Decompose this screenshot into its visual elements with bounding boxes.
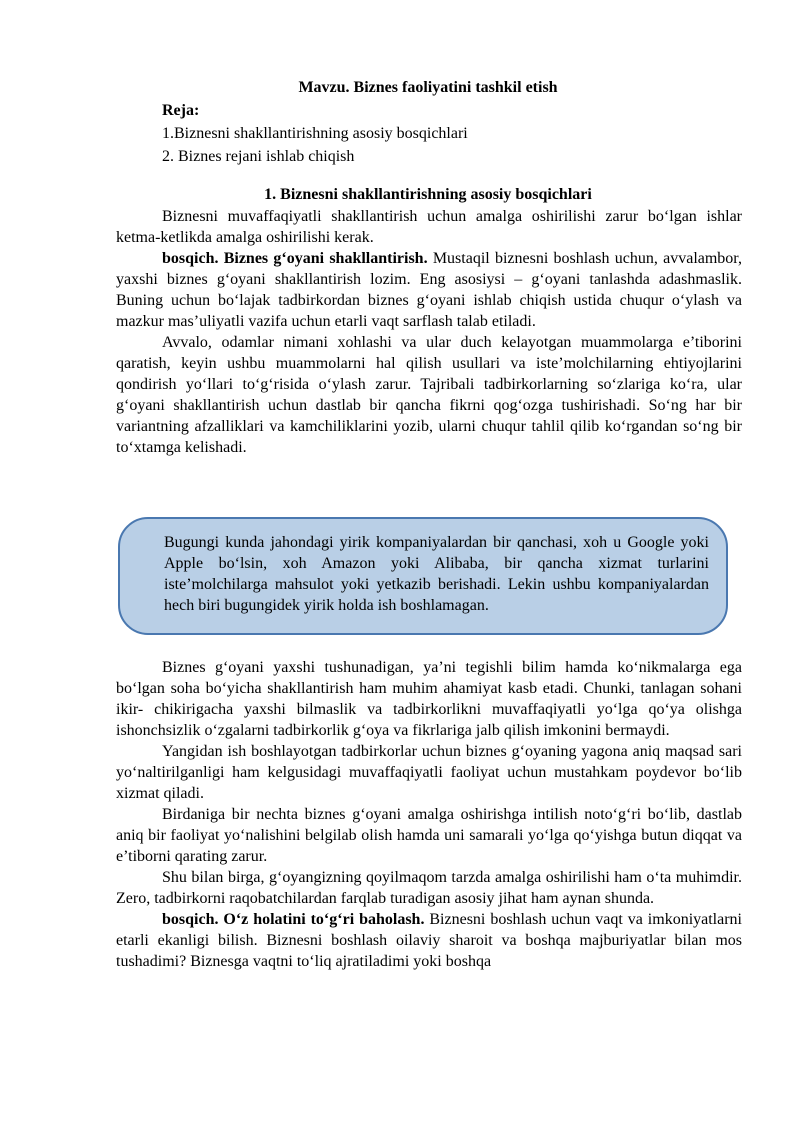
text-block-1 xyxy=(116,206,742,458)
stage-heading: bosqich. Biznes g‘oyani shakllantirish. xyxy=(162,250,428,267)
paragraph xyxy=(116,909,742,972)
document-title: Mavzu. Biznes faoliyatini tashkil etish xyxy=(298,79,558,96)
section-heading: 1. Biznesni shakllantirishning asosiy bosqichlari xyxy=(264,186,592,203)
paragraph-text: Mustaqil biznesni boshlash uchun, avvalambor, yaxshi biznes g‘oyani shakllantirish lozim. Eng asosiysi – g‘oyani tanlashda adashmaslik. Buning uchun bo‘lajak tadbirkordan biznes g‘oyani ishlab chiqish ustida chuqur o‘ylash va mazkur mas’uliyatli vazifa uchun etarli vaqt sarflash talab etiladi. xyxy=(116,250,742,330)
callout-text: Bugungi kunda jahondagi yirik kompaniyalardan bir qanchasi, xoh u Google yoki Apple bo‘lsin, xoh Amazon yoki Alibaba, bir qancha xizmat turlarini iste’molchilarga mahsulot yoki yetkazib berishadi. Lekin ushbu kompaniyalardan hech biri bugungidek yirik holda ish boshlamagan. xyxy=(164,534,709,614)
paragraph: Biznes g‘oyani yaxshi tushunadigan, ya’ni tegishli bilim hamda ko‘nikmalarga ega bo‘lgan soha bo‘yicha shakllantirish ham muhim ahamiyat kasb etadi. Chunki, tanlagan sohani ikir- chikirigacha yaxshi bilmaslik va tadbirkorlikni muvaffaqiyatli yo‘lga qo‘ya olishga ishonchsizlik o‘zgalarni tadbirkorlik g‘oya va fikrlariga jalb qilish imkonini bermaydi. xyxy=(116,659,742,739)
plan-item: 1.Biznesni shakllantirishning asosiy bosqichlari xyxy=(162,125,468,142)
paragraph: Avvalo, odamlar nimani xohlashi va ular duch kelayotgan muammolarga e’tiborini qaratish, keyin ushbu muammolarni hal qilish usullari va iste’molchilarning ehtiyojlarini qondirish yo‘llari to‘g‘risida o‘ylash zarur. Tajribali tadbirkorlarning so‘zlariga ko‘ra, ular g‘oyani shakllantirish uchun dastlab bir qancha fikrni qog‘ozga tushirishadi. So‘ng har bir variantning afzalliklari va kamchiliklarini yozib, ularni chuqur tahlil qilib ko‘rgandan so‘ng bir to‘xtamga kelishadi. xyxy=(116,334,742,456)
paragraph: Biznesni muvaffaqiyatli shakllantirish uchun amalga oshirilishi zarur bo‘lgan ishlar ketma-ketlikda amalga oshirilishi kerak. xyxy=(116,208,742,246)
paragraph-text: Biznesni boshlash uchun vaqt va imkoniyatlarni etarli ekanligi bilish. Biznesni boshlash oilaviy sharoit va boshqa majburiyatlar bilan mos tushadimi? Biznesga vaqtni to‘liq ajratiladimi yoki boshqa xyxy=(116,911,743,970)
paragraph: Shu bilan birga, g‘oyangizning qoyilmaqom tarzda amalga oshirilishi ham o‘ta muhimdir. Zero, tadbirkorni raqobatchilardan farqlab turadigan asosiy jihat ham aynan shunda. xyxy=(116,869,742,907)
plan-section xyxy=(162,99,468,168)
callout-box xyxy=(118,517,728,635)
plan-label: Reja: xyxy=(162,102,200,119)
text-block-2 xyxy=(116,657,742,972)
paragraph: Birdaniga bir nechta biznes g‘oyani amalga oshirishga intilish noto‘g‘ri bo‘lib, dastlab aniq bir faoliyat yo‘nalishini belgilab olish hamda uni samarali yo‘lga qo‘yishga butun diqqat va e’tiborni qarating zarur. xyxy=(116,806,742,865)
stage-heading: bosqich. O‘z holatini to‘g‘ri baholash. xyxy=(162,911,425,928)
paragraph xyxy=(116,248,742,332)
paragraph: Yangidan ish boshlayotgan tadbirkorlar uchun biznes g‘oyaning yagona aniq maqsad sari yo‘naltirilganligi ham kelgusidagi muvaffaqiyatli faoliyat uchun mustahkam poydevor bo‘lib xizmat qiladi. xyxy=(116,743,742,802)
plan-item: 2. Biznes rejani ishlab chiqish xyxy=(162,148,355,165)
